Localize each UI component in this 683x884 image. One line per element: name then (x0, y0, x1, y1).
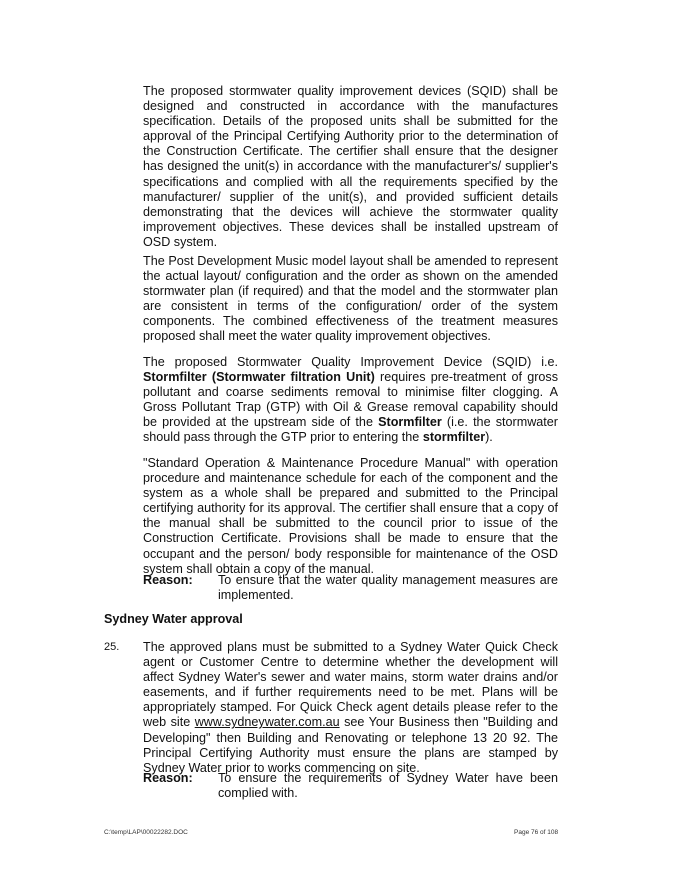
paragraph-manual: "Standard Operation & Maintenance Procedure Manual" with operation procedure and maintenance schedule for each of the component and the system as a whole shall be prepared and submitted to the Principal certifying authority for its approval. The certifier shall ensure that a copy of the manual shall be submitted to the council prior to issue of the Construction Certificate. Provisions shall be made to ensure that the occupant and the person/ body responsible for maintenance of the OSD system shall obtain a copy of the manual. (143, 456, 558, 576)
stormfilter-bold-1: Stormfilter (Stormwater filtration Unit) (143, 370, 375, 385)
stormfilter-bold-2: Stormfilter (378, 415, 442, 430)
reason-text: To ensure the requirements of Sydney Water have been complied with. (218, 771, 558, 801)
footer-file-path: C:\temp\LAP\00022282.DOC (104, 829, 188, 836)
condition-text-2: see Your Business then "Building and Developing" then Building and Renovating or telephone 13 20 92. The Principal Certifying Authority must ensure the plans are stamped by Sydney Water prior to works commencing on site. (143, 715, 559, 775)
section-heading: Sydney Water approval (104, 612, 243, 626)
condition-number: 25. (104, 641, 120, 653)
stormfilter-text-3: (i.e. the stormwater should pass through the GTP prior to entering the (143, 415, 558, 445)
paragraph-sqid-design: The proposed stormwater quality improvement devices (SQID) shall be designed and constructed in accordance with the manufactures specification. Details of the proposed units shall be submitted for the approval of the Principal Certifying Authority prior to the determination of the Construction Certificate. The certifier shall ensure that the designer has designed the unit(s) in accordance with the manufacturer's/ supplier's specifications and complied with all the requirements specified by the manufacturer/ supplier of the unit(s), and provided sufficient details demonstrating that the devices will achieve the stormwater quality improvement objectives. These devices shall be installed upstream of OSD system. (143, 84, 558, 249)
reason-text: To ensure that the water quality management measures are implemented. (218, 573, 558, 603)
stormfilter-text-2: requires pre-treatment of gross pollutant and coarse sediments removal to minimise filter clogging. A Gross Pollutant Trap (GTP) with Oil & Grease removal capability should be provided at the upstream side of the (143, 370, 558, 430)
reason-label: Reason: (143, 771, 193, 785)
footer-page-number: Page 76 of 108 (514, 829, 559, 836)
paragraph-condition-25 (143, 640, 558, 776)
reason-label: Reason: (143, 573, 193, 587)
paragraph-stormfilter (143, 355, 558, 446)
reason-block-1 (143, 573, 558, 605)
stormfilter-text-1: The proposed Stormwater Quality Improvement Device (SQID) i.e. (143, 355, 558, 369)
reason-block-2 (143, 771, 558, 803)
sydney-water-link[interactable]: www.sydneywater.com.au (194, 715, 340, 730)
stormfilter-bold-3: stormfilter (422, 430, 486, 445)
paragraph-music-model: The Post Development Music model layout shall be amended to represent the actual layout/ configuration and the order as shown on the amended stormwater plan (if required) and that the model and the stormwater plan are consistent in terms of the configuration/ order of the system components. The combined effectiveness of the treatment measures proposed shall meet the water quality improvement objectives. (143, 254, 558, 344)
stormfilter-text-4: ). (485, 430, 493, 445)
condition-text-1: The approved plans must be submitted to a Sydney Water Quick Check agent or Customer Centre to determine whether the development will affect Sydney Water's sewer and water mains, storm water drains and/or easements, and if further requirements need to be met. Plans will be appropriately stamped. For Quick Check agent details please refer to the web site (143, 640, 558, 730)
